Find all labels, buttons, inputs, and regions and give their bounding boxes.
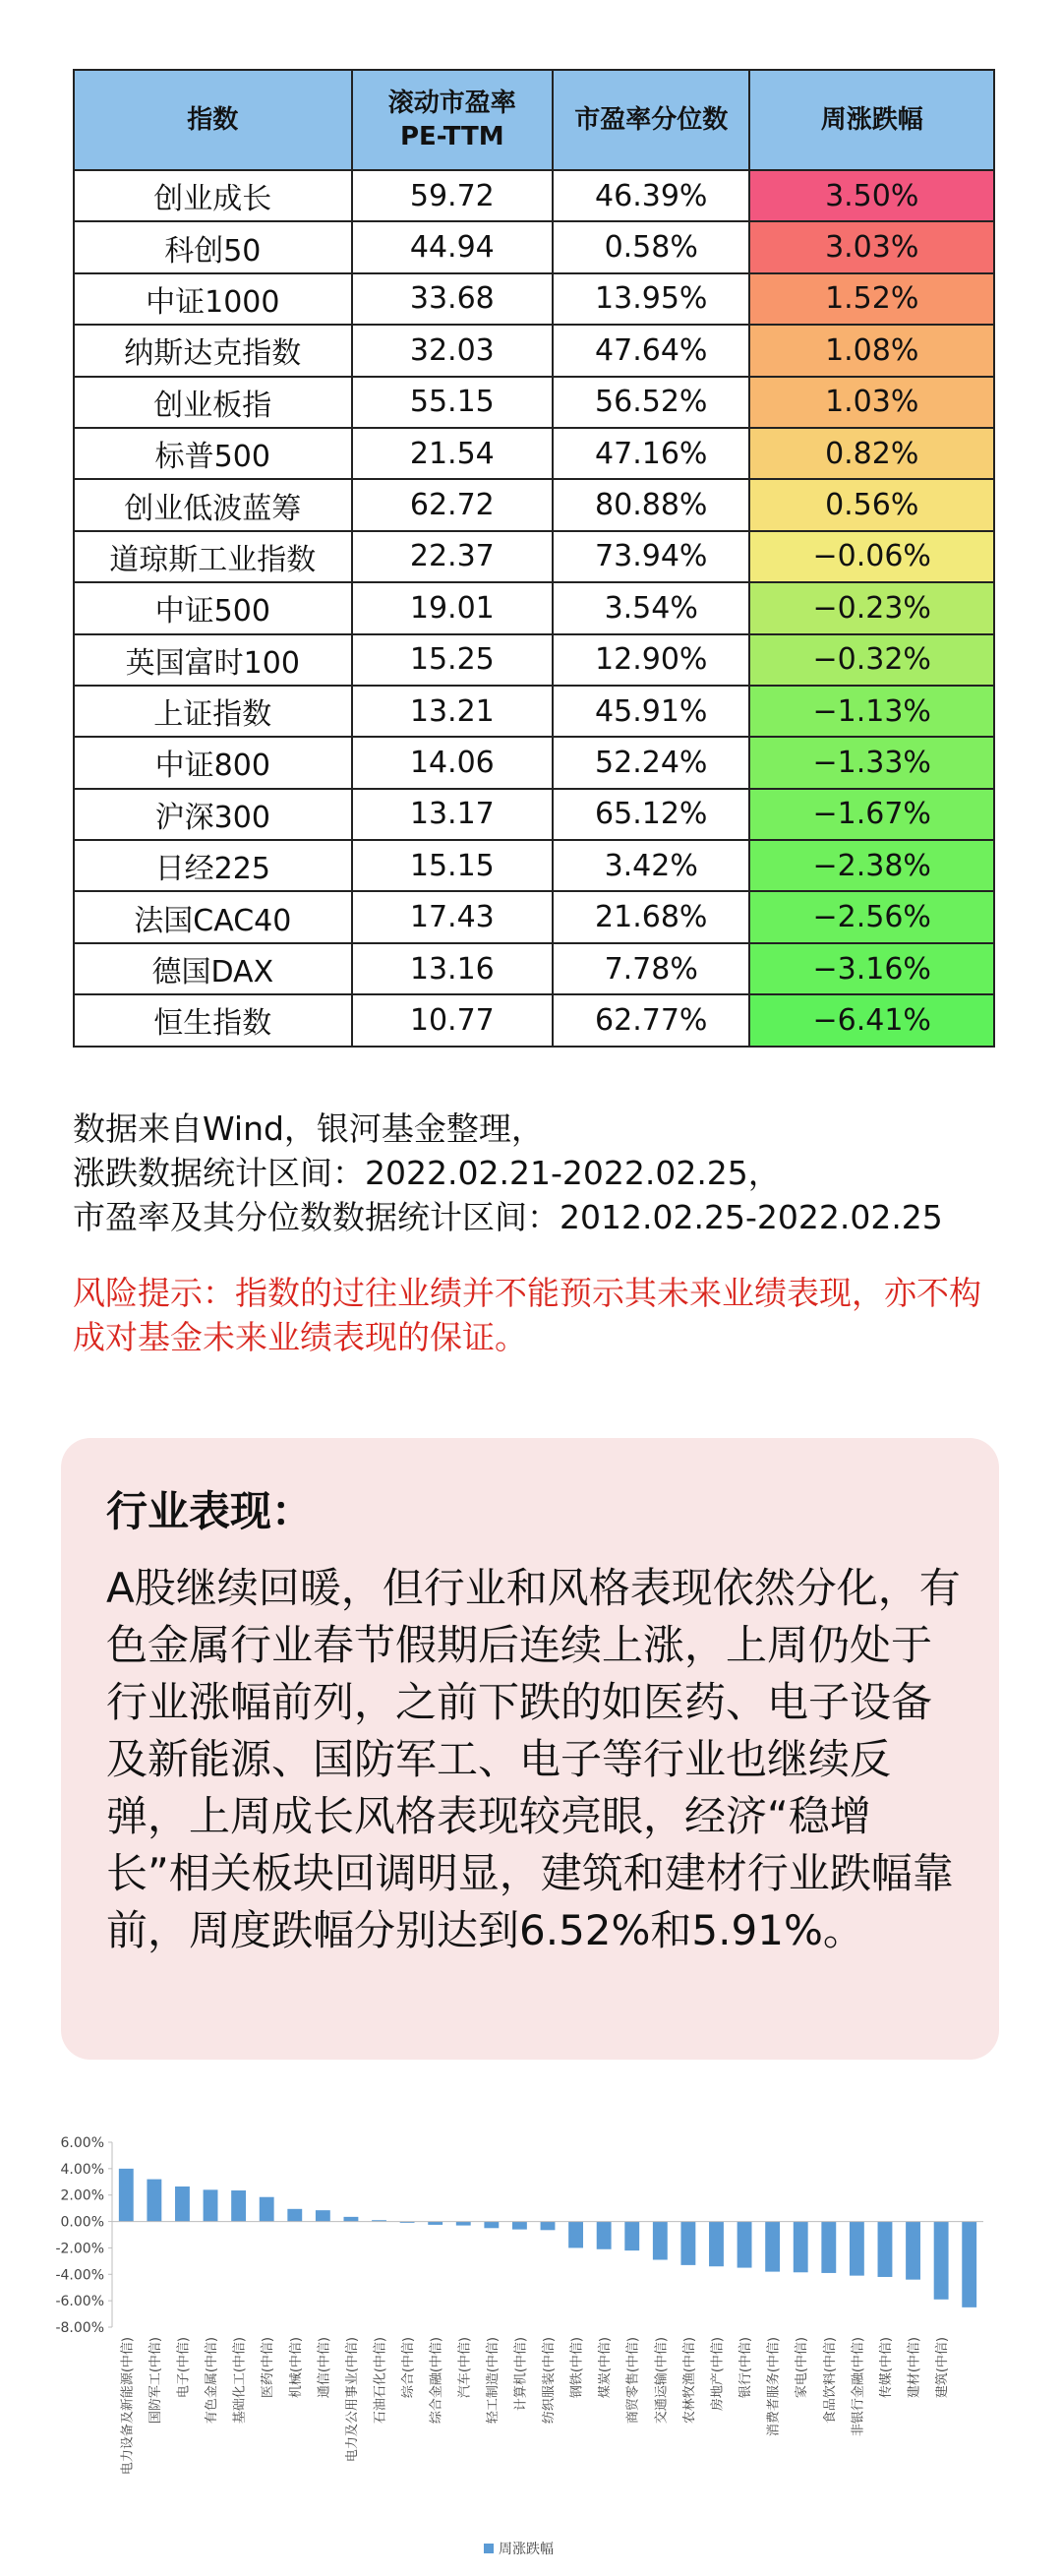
bar — [680, 2222, 695, 2265]
x-category-label: 交通运输(中信) — [654, 2337, 670, 2425]
pe-ttm-cell: 22.37 — [352, 531, 553, 582]
pe-percentile-cell: 0.58% — [553, 221, 749, 272]
pe-ttm-cell: 62.72 — [352, 479, 553, 530]
index-name-cell: 创业板指 — [74, 377, 352, 428]
index-name-cell: 中证500 — [74, 582, 352, 633]
note-source: 数据来自Wind，银河基金整理， — [73, 1109, 544, 1148]
pe-ttm-cell: 32.03 — [352, 325, 553, 376]
weekly-change-cell: −0.23% — [749, 582, 994, 633]
pe-percentile-cell: 12.90% — [553, 634, 749, 686]
pe-ttm-cell: 13.17 — [352, 789, 553, 840]
weekly-change-cell: −1.13% — [749, 686, 994, 737]
weekly-change-cell: 3.50% — [749, 170, 994, 221]
bar — [316, 2210, 330, 2221]
bar — [175, 2187, 190, 2222]
pe-percentile-cell: 62.77% — [553, 994, 749, 1046]
x-category-label: 机械(中信) — [288, 2337, 304, 2399]
table-row — [74, 891, 994, 942]
y-tick-label: -4.00% — [55, 2267, 104, 2284]
weekly-change-cell: −6.41% — [749, 994, 994, 1046]
table-row — [74, 479, 994, 530]
y-tick-label: 0.00% — [60, 2214, 104, 2231]
x-category-label: 食品饮料(中信) — [822, 2337, 838, 2425]
index-name-cell: 创业成长 — [74, 170, 352, 221]
x-category-label: 消费者服务(中信) — [766, 2337, 782, 2437]
bar — [231, 2190, 246, 2222]
header-pe-ttm — [352, 70, 553, 170]
card-body: A股继续回暖，但行业和风格表现依然分化，有色金属行业春节假期后连续上涨，上周仍处于行业涨幅前列，之前下跌的如医药、电子设备及新能源、国防军工、电子等行业也继续反弹，上周成长风格表现较亮眼，经济“稳增长”相关板块回调明显，建筑和建材行业跌幅靠前，周度跌幅分别达到6.52%和5.91%。 — [106, 1564, 961, 1954]
pe-percentile-cell: 52.24% — [553, 737, 749, 788]
note-pe-period: 市盈率及其分位数数据统计区间：2012.02.25-2022.02.25 — [73, 1198, 943, 1236]
table-row — [74, 428, 994, 479]
index-valuation-table — [73, 69, 995, 1048]
x-category-label: 综合金融(中信) — [429, 2337, 444, 2425]
weekly-change-cell: −2.56% — [749, 891, 994, 942]
bar — [484, 2222, 499, 2229]
pe-ttm-cell: 14.06 — [352, 737, 553, 788]
table-row — [74, 789, 994, 840]
industry-weekly-change-chart — [39, 2115, 1003, 2567]
bar — [653, 2222, 668, 2260]
weekly-change-cell: 1.03% — [749, 377, 994, 428]
bar — [821, 2222, 836, 2273]
x-category-label: 房地产(中信) — [710, 2337, 726, 2412]
bar — [738, 2222, 752, 2268]
table-row — [74, 840, 994, 891]
bar — [624, 2222, 639, 2251]
x-category-label: 银行(中信) — [738, 2337, 754, 2399]
bar — [765, 2222, 780, 2272]
x-category-label: 通信(中信) — [317, 2337, 332, 2399]
weekly-change-cell: −1.33% — [749, 737, 994, 788]
y-tick-label: -8.00% — [55, 2320, 104, 2336]
x-category-label: 商贸零售(中信) — [625, 2337, 641, 2425]
bar — [119, 2169, 134, 2222]
index-name-cell: 标普500 — [74, 428, 352, 479]
index-name-cell: 法国CAC40 — [74, 891, 352, 942]
weekly-change-cell: −0.06% — [749, 531, 994, 582]
y-tick-label: -2.00% — [55, 2241, 104, 2257]
pe-ttm-cell: 15.15 — [352, 840, 553, 891]
pe-percentile-cell: 73.94% — [553, 531, 749, 582]
pe-ttm-cell: 19.01 — [352, 582, 553, 633]
index-name-cell: 英国富时100 — [74, 634, 352, 686]
weekly-change-cell: −1.67% — [749, 789, 994, 840]
index-name-cell: 上证指数 — [74, 686, 352, 737]
y-tick-label: -6.00% — [55, 2294, 104, 2310]
bar — [260, 2197, 274, 2222]
pe-ttm-cell: 15.25 — [352, 634, 553, 686]
pe-ttm-cell: 13.21 — [352, 686, 553, 737]
table-row — [74, 582, 994, 633]
weekly-change-cell: 0.82% — [749, 428, 994, 479]
x-category-label: 石油石化(中信) — [373, 2337, 388, 2425]
pe-ttm-cell: 17.43 — [352, 891, 553, 942]
pe-ttm-cell: 10.77 — [352, 994, 553, 1046]
pe-ttm-cell: 55.15 — [352, 377, 553, 428]
pe-percentile-cell: 21.68% — [553, 891, 749, 942]
note-change-period: 涨跌数据统计区间：2022.02.21-2022.02.25， — [73, 1154, 781, 1192]
table-row — [74, 531, 994, 582]
table-header-row — [74, 70, 994, 170]
bar — [850, 2222, 864, 2276]
pe-percentile-cell: 3.42% — [553, 840, 749, 891]
x-category-label: 电力及公用事业(中信) — [344, 2337, 360, 2463]
x-category-label: 纺织服装(中信) — [542, 2337, 557, 2425]
x-category-label: 医药(中信) — [261, 2337, 276, 2399]
pe-percentile-cell: 46.39% — [553, 170, 749, 221]
pe-percentile-cell: 13.95% — [553, 273, 749, 325]
pe-ttm-cell: 21.54 — [352, 428, 553, 479]
x-category-label: 建材(中信) — [907, 2337, 922, 2399]
x-category-label: 国防军工(中信) — [148, 2337, 163, 2425]
table-row — [74, 325, 994, 376]
bar — [456, 2222, 471, 2226]
bar — [147, 2180, 161, 2222]
table-row — [74, 273, 994, 325]
x-category-label: 家电(中信) — [795, 2337, 810, 2399]
x-category-label: 电力设备及新能源(中信) — [120, 2337, 136, 2476]
pe-percentile-cell: 56.52% — [553, 377, 749, 428]
x-category-label: 汽车(中信) — [457, 2337, 473, 2399]
y-tick-label: 6.00% — [60, 2135, 104, 2151]
index-name-cell: 中证1000 — [74, 273, 352, 325]
x-category-label: 电子(中信) — [176, 2337, 192, 2399]
pe-percentile-cell: 65.12% — [553, 789, 749, 840]
pe-percentile-cell: 3.54% — [553, 582, 749, 633]
x-category-label: 非银行金融(中信) — [851, 2337, 866, 2437]
header-pe-ttm-line2: PE-TTM — [399, 122, 504, 151]
card-title: 行业表现： — [106, 1487, 314, 1535]
weekly-change-cell: 3.03% — [749, 221, 994, 272]
bar — [204, 2189, 218, 2221]
x-category-label: 轻工制造(中信) — [485, 2337, 501, 2425]
header-index: 指数 — [74, 70, 352, 170]
bar — [541, 2222, 556, 2231]
table-row — [74, 634, 994, 686]
x-category-label: 钢铁(中信) — [569, 2337, 585, 2399]
pe-ttm-cell: 13.16 — [352, 943, 553, 994]
x-category-label: 传媒(中信) — [878, 2337, 894, 2399]
pe-percentile-cell: 47.64% — [553, 325, 749, 376]
x-category-label: 建筑(中信) — [935, 2337, 951, 2399]
bar — [878, 2222, 893, 2277]
pe-percentile-cell: 7.78% — [553, 943, 749, 994]
bar — [512, 2222, 527, 2230]
pe-ttm-cell: 44.94 — [352, 221, 553, 272]
table-row — [74, 221, 994, 272]
pe-ttm-cell: 59.72 — [352, 170, 553, 221]
table-row — [74, 994, 994, 1046]
weekly-change-cell: −3.16% — [749, 943, 994, 994]
table-row — [74, 943, 994, 994]
index-name-cell: 中证800 — [74, 737, 352, 788]
index-name-cell: 德国DAX — [74, 943, 352, 994]
legend-label: 周涨跌幅 — [499, 2542, 554, 2557]
weekly-change-cell: 1.52% — [749, 273, 994, 325]
bar — [709, 2222, 724, 2267]
bar — [962, 2222, 976, 2307]
table-row — [74, 737, 994, 788]
x-category-label: 综合(中信) — [401, 2337, 417, 2399]
index-name-cell: 科创50 — [74, 221, 352, 272]
header-pe-ttm-line1: 滚动市盈率 — [387, 89, 516, 118]
legend-swatch — [484, 2544, 494, 2553]
bar — [428, 2222, 442, 2225]
table-row — [74, 170, 994, 221]
y-tick-label: 4.00% — [60, 2161, 104, 2178]
x-category-label: 计算机(中信) — [513, 2337, 529, 2412]
index-name-cell: 日经225 — [74, 840, 352, 891]
bar — [934, 2222, 949, 2300]
index-name-cell: 道琼斯工业指数 — [74, 531, 352, 582]
bar — [906, 2222, 920, 2280]
x-category-label: 煤炭(中信) — [598, 2337, 614, 2399]
bar — [568, 2222, 583, 2248]
pe-percentile-cell: 80.88% — [553, 479, 749, 530]
pe-percentile-cell: 47.16% — [553, 428, 749, 479]
data-source-notes — [73, 1107, 1017, 1239]
bar — [794, 2222, 808, 2273]
risk-warning: 风险提示：指数的过往业绩并不能预示其未来业绩表现，亦不构成对基金未来业绩表现的保证。 — [73, 1274, 981, 1356]
pe-percentile-cell: 45.91% — [553, 686, 749, 737]
industry-performance-card — [61, 1438, 999, 2060]
weekly-change-cell: 0.56% — [749, 479, 994, 530]
header-pe-percentile: 市盈率分位数 — [553, 70, 749, 170]
index-name-cell: 纳斯达克指数 — [74, 325, 352, 376]
bar — [287, 2209, 302, 2222]
weekly-change-cell: −0.32% — [749, 634, 994, 686]
x-category-label: 有色金属(中信) — [205, 2337, 220, 2425]
table-row — [74, 686, 994, 737]
bar — [344, 2217, 359, 2222]
index-name-cell: 沪深300 — [74, 789, 352, 840]
pe-ttm-cell: 33.68 — [352, 273, 553, 325]
x-category-label: 农林牧渔(中信) — [681, 2337, 697, 2425]
weekly-change-cell: −2.38% — [749, 840, 994, 891]
x-category-label: 基础化工(中信) — [232, 2337, 248, 2425]
index-name-cell: 创业低波蓝筹 — [74, 479, 352, 530]
header-weekly-change: 周涨跌幅 — [749, 70, 994, 170]
bar — [597, 2222, 612, 2249]
table-row — [74, 377, 994, 428]
index-name-cell: 恒生指数 — [74, 994, 352, 1046]
y-tick-label: 2.00% — [60, 2187, 104, 2204]
weekly-change-cell: 1.08% — [749, 325, 994, 376]
